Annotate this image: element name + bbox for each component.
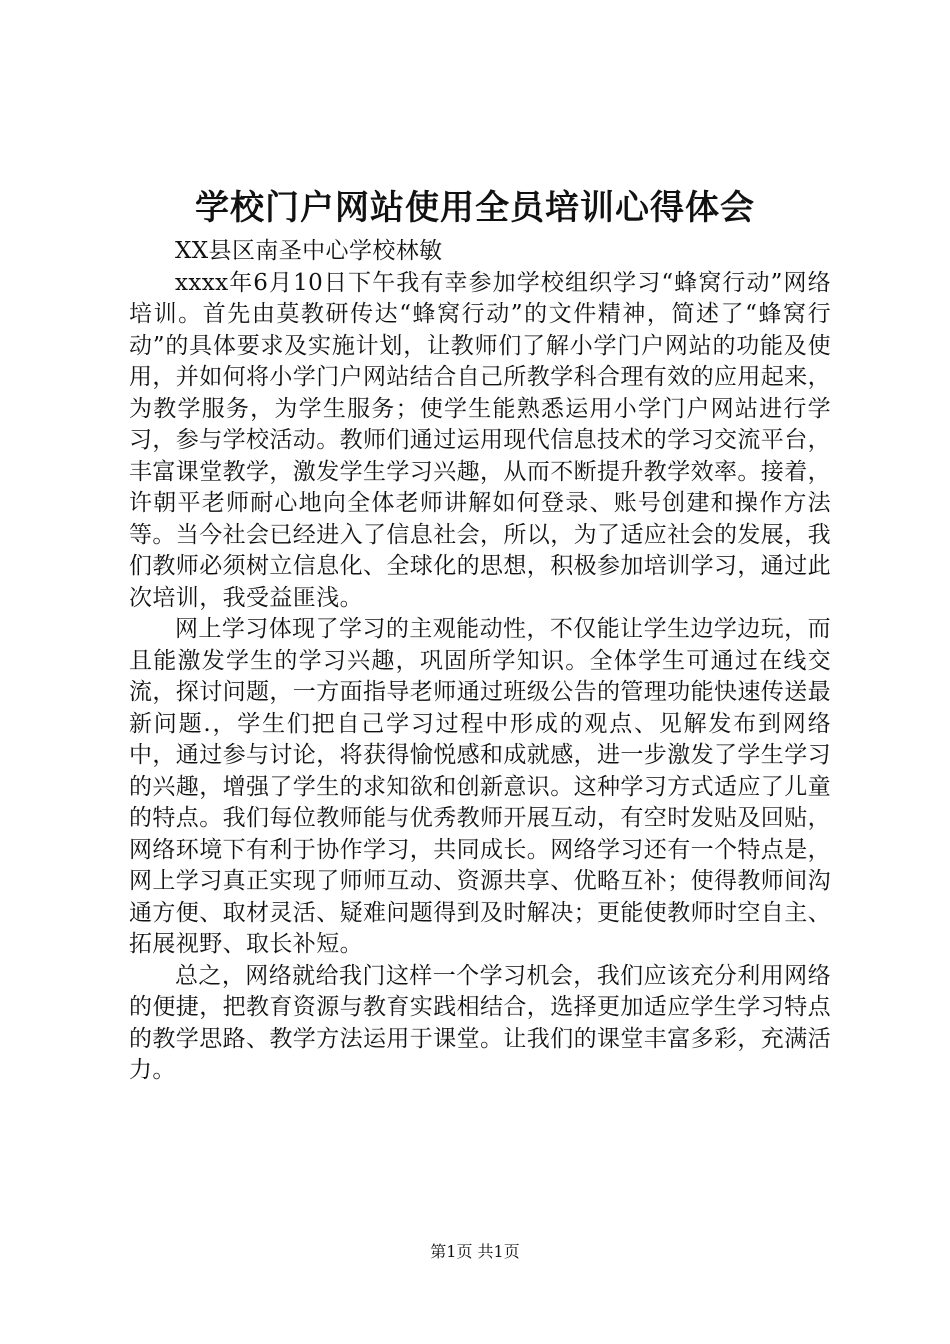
- document-body: [129, 236, 831, 1087]
- paragraph-1: xxxx年6月10日下午我有幸参加学校组织学习“蜂窝行动”网络培训。首先由莫教研传达“蜂窝行动”的文件精神，简述了“蜂窝行动”的具体要求及实施计划，让教师们了解小学门户网站的功能及使用，并如何将小学门户网站结合自己所教学科合理有效的应用起来，为教学服务，为学生服务；使学生能熟悉运用小学门户网站进行学习，参与学校活动。教师们通过运用现代信息技术的学习交流平台，丰富课堂教学，激发学生学习兴趣，从而不断提升教学效率。接着，许朝平老师耐心地向全体老师讲解如何登录、账号创建和操作方法等。当今社会已经进入了信息社会，所以，为了适应社会的发展，我们教师必须树立信息化、全球化的思想，积极参加培训学习，通过此次培训，我受益匪浅。: [129, 269, 831, 611]
- document-title: 学校门户网站使用全员培训心得体会: [195, 188, 755, 228]
- page-number-footer: 第1页 共1页: [430, 1242, 520, 1261]
- paragraph-2: 网上学习体现了学习的主观能动性，不仅能让学生边学边玩，而且能激发学生的学习兴趣，巩固所学知识。全体学生可通过在线交流，探讨问题，一方面指导老师通过班级公告的管理功能快速传送最新问题.，学生们把自己学习过程中形成的观点、见解发布到网络中，通过参与讨论，将获得愉悦感和成就感，进一步激发了学生学习的兴趣，增强了学生的求知欲和创新意识。这种学习方式适应了儿童的特点。我们每位教师能与优秀教师开展互动，有空时发贴及回贴，网络环境下有利于协作学习，共同成长。网络学习还有一个特点是，网上学习真正实现了师师互动、资源共享、优略互补；使得教师间沟通方便、取材灵活、疑难问题得到及时解决；更能使教师时空自主、拓展视野、取长补短。: [129, 616, 831, 957]
- paragraph-3: 总之，网络就给我门这样一个学习机会，我们应该充分利用网络的便捷，把教育资源与教育实践相结合，选择更加适应学生学习特点的教学思路、教学方法运用于课堂。让我们的课堂丰富多彩，充满活力。: [129, 962, 831, 1083]
- author-line: XX县区南圣中心学校林敏: [175, 238, 443, 264]
